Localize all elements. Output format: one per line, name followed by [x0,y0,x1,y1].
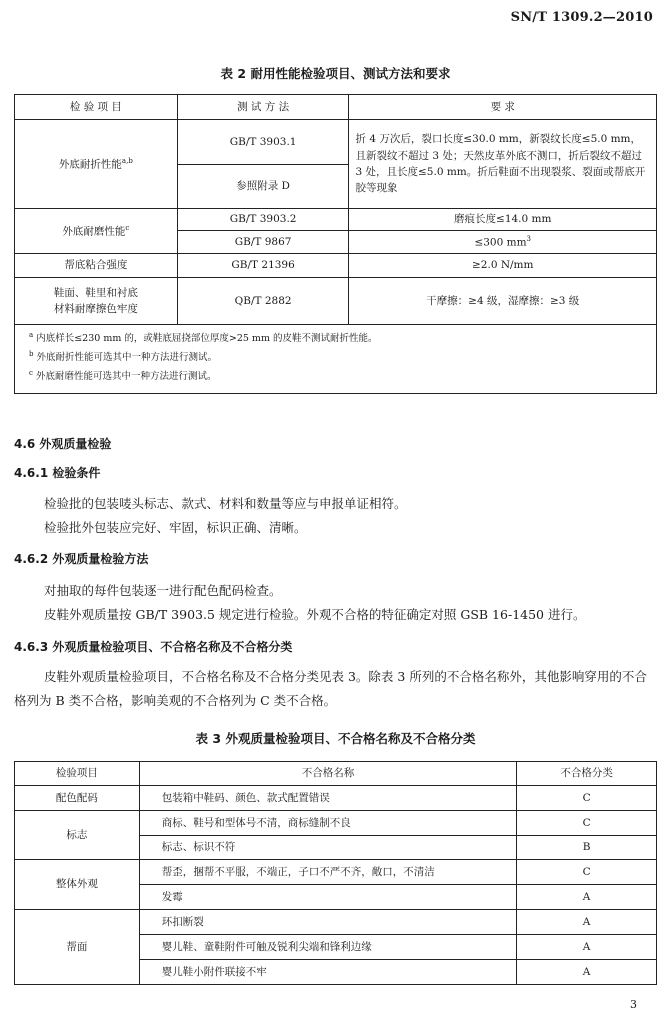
section-4-6-2-heading: 4.6.2 外观质量检验方法 [14,552,149,566]
note-item: $^b$ 外底耐折性能可选其中一种方法进行测试。 [29,350,218,364]
table2-durability [14,94,657,394]
defect-name-cell: 标志、标识不符 [139,836,516,860]
item-cell: 帮面 [15,910,140,985]
paragraph: 皮鞋外观质量检验项目，不合格名称及不合格分类见表 3。除表 3 所列的不合格名称外，其他影响穿用的不合格列为 B 类不合格，影响美观的不合格列为 C 类不合格。 [14,669,647,708]
header-cell-item: 检验项目 [15,762,140,786]
table2-title: 表 2 耐用性能检验项目、测试方法和要求 [220,66,451,81]
defect-name-cell: 婴儿鞋、童鞋附件可触及锐利尖端和锋利边缘 [139,935,516,960]
item-cell: 整体外观 [15,860,140,910]
defect-name-cell: 商标、鞋号和型体号不清，商标缝制不良 [139,811,516,836]
category-cell: B [517,836,657,860]
section-4-6-3-heading: 4.6.3 外观质量检验项目、不合格名称及不合格分类 [14,640,293,654]
requirement-cell: ≥2.0 N/mm [349,254,657,278]
standard-number-header: SN/T 1309.2—2010 [510,10,653,25]
item-cell: 外底耐磨性能$^c$ [15,209,178,254]
table-header-row [15,762,657,786]
header-cell-method: 测 试 方 法 [177,95,349,120]
item-cell: 标志 [15,811,140,860]
page-number: 3 [630,998,637,1011]
header-cell-item: 检 验 项 目 [15,95,178,120]
category-cell: C [517,786,657,811]
table3-title: 表 3 外观质量检验项目、不合格名称及不合格分类 [195,731,476,746]
section-4-6-heading: 4.6 外观质量检验 [14,437,112,451]
item-cell: 帮底粘合强度 [15,254,178,278]
table-notes [15,325,657,394]
defect-name-cell: 发霉 [139,885,516,910]
category-cell: A [517,960,657,985]
table-row [15,786,657,811]
item-cell: 外底耐折性能$^{a,b}$ [15,120,178,209]
defect-name-cell: 帮歪，捆帮不平服，不端正，子口不严不齐，敞口，不清洁 [139,860,516,885]
category-cell: C [517,811,657,836]
table-row [15,209,657,231]
category-cell: C [517,860,657,885]
item-cell: 鞋面、鞋里和衬底 材料耐摩擦色牢度 [15,278,178,325]
method-cell: GB/T 3903.1 [177,120,349,165]
category-cell: A [517,885,657,910]
requirement-cell: 磨痕长度≤14.0 mm [349,209,657,231]
paragraph: 检验批的包装唛头标志、款式、材料和数量等应与申报单证相符。 [44,496,407,511]
section-4-6-1-heading: 4.6.1 检验条件 [14,466,101,480]
item-cell: 配色配码 [15,786,140,811]
defect-name-cell: 婴儿鞋小附件联接不牢 [139,960,516,985]
requirement-cell: 干摩擦：≥4 级，湿摩擦：≥3 级 [349,278,657,325]
method-cell: 参照附录 D [177,165,349,209]
paragraph: 皮鞋外观质量按 GB/T 3903.5 规定进行检验。外观不合格的特征确定对照 GSB 16-1450 进行。 [44,607,586,622]
table-row [15,910,657,935]
table-row [15,278,657,325]
table-row [15,120,657,165]
table-row [15,860,657,885]
table3-appearance [14,761,657,985]
header-cell-requirement: 要 求 [349,95,657,120]
method-cell: GB/T 9867 [177,231,349,254]
table-header-row [15,95,657,120]
category-cell: A [517,910,657,935]
method-cell: GB/T 3903.2 [177,209,349,231]
requirement-cell: ≤300 $mm^3$ [349,231,657,254]
table-notes-row [15,325,657,394]
requirement-cell: 折 4 万次后，裂口长度≤30.0 mm，新裂纹长度≤5.0 mm，且新裂纹不超过 3 处；天然皮革外底不测口，折后裂纹不超过 3 处，且长度≤5.0 mm。折后鞋面不出现裂浆、裂面或帮底开胶等现象 [349,120,657,209]
note-item: $^c$ 外底耐磨性能可选其中一种方法进行测试。 [29,369,217,383]
paragraph: 对抽取的每件包装逐一进行配色配码检查。 [44,583,282,598]
category-cell: A [517,935,657,960]
note-item: $^a$ 内底样长≤230 mm 的，或鞋底屈挠部位厚度>25 mm 的皮鞋不测试耐折性能。 [29,331,378,345]
paragraph: 检验批外包装应完好、牢固，标识正确、清晰。 [44,520,307,535]
method-cell: GB/T 21396 [177,254,349,278]
defect-name-cell: 环扣断裂 [139,910,516,935]
header-cell-category: 不合格分类 [517,762,657,786]
method-cell: QB/T 2882 [177,278,349,325]
table-row [15,254,657,278]
header-cell-defect-name: 不合格名称 [139,762,516,786]
table-row [15,811,657,836]
defect-name-cell: 包装箱中鞋码、颜色、款式配置错误 [139,786,516,811]
